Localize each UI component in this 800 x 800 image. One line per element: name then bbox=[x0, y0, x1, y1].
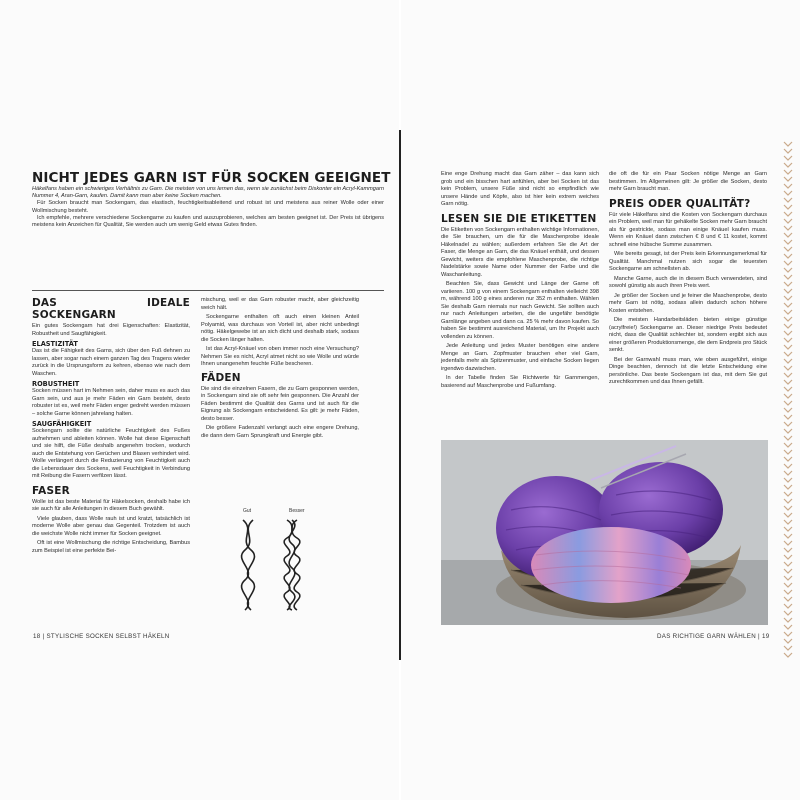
chevron-mark bbox=[784, 562, 792, 566]
chevron-mark bbox=[784, 156, 792, 160]
chevron-mark bbox=[784, 450, 792, 454]
paragraph: Je größer der Socken und je feiner die Maschenprobe, desto mehr Garn ist nötig, sodass allein dadurch schon höhere Kosten entstehen. bbox=[609, 292, 767, 314]
chevron-mark bbox=[784, 191, 792, 195]
chevron-mark bbox=[784, 212, 792, 216]
label-gut: Gut bbox=[243, 508, 252, 514]
paragraph: Wie bereits gesagt, ist der Preis kein Erkennungsmerkmal für Qualität. Manchmal nutzen sich sogar die teuersten Sockengarne am schnellsten ab. bbox=[609, 251, 767, 272]
chevron-mark bbox=[784, 555, 792, 559]
paragraph: Das ist die Fähigkeit des Garns, sich über den Fuß dehnen zu lassen, aber sogar nach einem ganzen Tag des Tragens wieder zurück in die Ursprungsform zu kehren, ebenso wie nach dem Waschen. bbox=[32, 348, 190, 377]
chevron-mark bbox=[784, 499, 792, 503]
heading-robustheit: ROBUSTHEIT bbox=[32, 380, 80, 388]
chevron-mark bbox=[784, 569, 792, 573]
right-column-2 bbox=[609, 171, 767, 389]
yarn-basket-photo bbox=[441, 440, 768, 625]
heading-faser: FASER bbox=[32, 484, 70, 497]
chevron-mark bbox=[784, 247, 792, 251]
chevron-mark bbox=[784, 338, 792, 342]
twist-diagram-icon bbox=[225, 516, 325, 626]
chevron-mark bbox=[784, 471, 792, 475]
paragraph: Viele glauben, dass Wolle rauh ist und kratzt, tatsächlich ist moderne Wolle aber genau das Gegenteil. Trotzdem ist auch die weichste Wolle nicht immer für Socken geeignet. bbox=[32, 515, 190, 537]
paragraph: Die meisten Handarbeitsläden bieten einige günstige (acrylfreie!) Sockengarne an. Dieser niedrige Preis bedeutet nicht, dass die Qualität schlechter ist, sondern ergibt sich aus einer größeren Produktionsmenge, die dem Endpreis pro Stück senkt. bbox=[609, 317, 767, 353]
left-column-1 bbox=[32, 297, 190, 557]
chevron-mark bbox=[784, 331, 792, 335]
chevron-mark bbox=[784, 303, 792, 307]
chevron-mark bbox=[784, 149, 792, 153]
chevron-mark bbox=[784, 534, 792, 538]
footer-separator: | bbox=[758, 633, 760, 640]
chevron-mark bbox=[784, 590, 792, 594]
heading-ideal-sockengarn: DAS IDEALE SOCKENGARN bbox=[32, 297, 190, 321]
paragraph: In der Tabelle finden Sie Richtwerte für Garnmengen, basierend auf Maschenprobe und Fußumfang. bbox=[441, 375, 599, 389]
heading-elastizitaet: ELASTIZITÄT bbox=[32, 340, 78, 348]
paragraph: Für viele Häkelfans sind die Kosten von Sockengarn durchaus ein Problem, weil man für gehäkelte Socken mehr Garn braucht als für gestrickte, sodass man einige Knäuel kaufen muss. Wenn ein Knäuel dann zwischen € 8 und € 11 kostet, kommt schnell eine hübsche Summe zusammen. bbox=[609, 211, 767, 248]
chevron-mark bbox=[784, 415, 792, 419]
chevron-mark bbox=[784, 408, 792, 412]
chevron-mark bbox=[784, 464, 792, 468]
chevron-mark bbox=[784, 170, 792, 174]
paragraph: Beachten Sie, dass Gewicht und Länge der Garne oft variieren. 100 g von einem Sockengarn enthalten vielleicht 398 m, während 100 g eines anderen nur 352 m enthalten. Wählen Sie deshalb Garn niemals nur nach Gewicht. Sie sollten auch nur nach Anleitungen arbeiten, die die ungefähr benötigte Garnlänge angeben und dann ca. 25 % mehr davon kaufen. So haben Sie bestimmt ausreichend Material, um Ihr Projekt auch vollenden zu können. bbox=[441, 281, 599, 340]
paragraph: Ist das Acryl-Knäuel von oben immer noch eine Versuchung? Nehmen Sie es nicht, Acryl atmet nicht so wie Wolle und würde Ihnen unangenehm feuchte Füße bescheren. bbox=[201, 346, 359, 367]
chevron-mark bbox=[784, 254, 792, 258]
chevron-mark bbox=[784, 457, 792, 461]
chevron-mark bbox=[784, 289, 792, 293]
chevron-mark bbox=[784, 268, 792, 272]
chevron-mark bbox=[784, 324, 792, 328]
paragraph: Socken müssen hart im Nehmen sein, daher muss es auch das Garn sein, und aus je mehr Fäden ein Garn besteht, desto robuster ist es, weil mehr Fäden enger gedreht werden müssen – solche Garne können jahrelang halten. bbox=[32, 388, 190, 417]
chevron-mark bbox=[784, 478, 792, 482]
paragraph: die oft die für ein Paar Socken nötige Menge an Garn bestimmen. Im Allgemeinen gilt: Je größer die Socken, desto mehr Garn braucht man. bbox=[609, 171, 767, 192]
paragraph: Sockengarn sollte die natürliche Feuchtigkeit des Fußes aufnehmen und ableiten können. Wolle hat diese Eigenschaft und sie hilft, die Füße deshalb angenehm trocken, wodurch auch die Entstehung von Gerüchen und Blasen verhindert wird. Wolle verlängert durch die Reduzierung von Feuchtigkeit auch die Lebensdauer des Sockens, weil Feuchtigkeit in Verbindung mit Reibung die Fasern verfilzen lässt. bbox=[32, 428, 190, 479]
chevron-mark bbox=[784, 345, 792, 349]
chevron-mark bbox=[784, 485, 792, 489]
chevron-mark bbox=[784, 422, 792, 426]
heading-preis-oder-qualitaet: PREIS ODER QUALITÄT? bbox=[609, 197, 751, 210]
chapter-title: DAS RICHTIGE GARN WÄHLEN bbox=[657, 633, 756, 640]
chevron-mark bbox=[784, 604, 792, 608]
paragraph: Jede Anleitung und jedes Muster benötigen eine andere Menge an Garn. Zopfmuster brauchen eher viel Garn, jedenfalls mehr als Spitzenmuster, und einfache Socken liegen irgendwo dazwischen. bbox=[441, 343, 599, 372]
chevron-mark bbox=[784, 366, 792, 370]
footer-separator: | bbox=[42, 633, 45, 640]
paragraph: mischung, weil er das Garn robuster macht, aber gleichzeitig weich hält. bbox=[201, 297, 359, 311]
chevron-mark bbox=[784, 219, 792, 223]
intro-lead: Häkelfans haben ein schwieriges Verhältnis zu Garn. Die meisten von uns lernen das, wenn sie zunächst beim Diskonter ein Acryl-Kammgarn Nummer 4, Aran-Garn, kaufen. Damit kann man aber keine Socken machen. bbox=[32, 186, 384, 200]
chevron-mark bbox=[784, 527, 792, 531]
heading-saugfaehigkeit: SAUGFÄHIGKEIT bbox=[32, 420, 92, 428]
chevron-mark bbox=[784, 436, 792, 440]
chevron-mark bbox=[784, 632, 792, 636]
chevron-mark bbox=[784, 611, 792, 615]
paragraph: Oft ist eine Wollmischung die richtige Entscheidung, Bambus zum Beispiel ist eine perfekte Bei- bbox=[32, 540, 190, 554]
chevron-mark bbox=[784, 352, 792, 356]
intro-paragraph: Für Socken braucht man Sockengarn, das elastisch, feuchtigkeitsableitend und robust ist und meistens aus reiner Wolle oder einer Wollmischung besteht. bbox=[32, 200, 384, 214]
paragraph: Die größere Fadenzahl verlangt auch eine engere Drehung, die dann dem Garn Sprungkraft und Energie gibt. bbox=[201, 425, 359, 439]
chevron-mark bbox=[784, 275, 792, 279]
page-gutter bbox=[399, 130, 401, 660]
chevron-mark bbox=[784, 177, 792, 181]
chevron-mark bbox=[784, 142, 792, 146]
paragraph: Manche Garne, auch die in diesem Buch verwendeten, sind sowohl günstig als auch ihren Preis wert. bbox=[609, 275, 767, 289]
chevron-border-icon bbox=[783, 140, 793, 660]
paragraph: Eine enge Drehung macht das Garn zäher – das kann sich grob und ein bisschen hart anfühlen, aber bei Socken ist das kein Problem, unsere Füße sind nicht so empfindlich wie unsere Hände und Köpfe, also ist hier kein extrem weiches Garn nötig. bbox=[441, 171, 599, 207]
chevron-mark bbox=[784, 205, 792, 209]
paragraph: Die sind die einzelnen Fasern, die zu Garn gesponnen werden, in Sockengarn sind sie oft sehr fein gesponnen. Die Anzahl der Fäden bestimmt die Qualität des Garns und ist auch für die Eignung als Sockengarn entscheidend. Es gilt: je mehr Fäden, desto besser. bbox=[201, 385, 359, 422]
chevron-mark bbox=[784, 163, 792, 167]
chevron-mark bbox=[784, 492, 792, 496]
chevron-mark bbox=[784, 310, 792, 314]
chevron-mark bbox=[784, 184, 792, 188]
chevron-mark bbox=[784, 520, 792, 524]
page-number: 19 bbox=[761, 633, 770, 640]
chevron-mark bbox=[784, 513, 792, 517]
chevron-mark bbox=[784, 506, 792, 510]
paragraph: Bei der Garnwahl muss man, wie oben ausgeführt, einige Dinge beachten, dennoch ist die letzte Entscheidung eine persönliche. Das beste Sockengarn ist das, mit dem Sie gut zurechtkommen und das Ihnen gefällt. bbox=[609, 356, 767, 385]
heading-faeden: FÄDEN bbox=[201, 371, 241, 384]
paragraph: Die Etiketten von Sockengarn enthalten wichtige Informationen, die Sie brauchen, um die für die Maschenprobe ideale Häkelnadel zu wählen; außerdem erfahren Sie die Art der Faser, die Menge an Garn, die das Knäuel enthält, und dessen Gewicht, weiters die empfohlene Maschenprobe, die richtige Nadelstärke sowie Name oder Nummer der Farbe und die Waschanleitung. bbox=[441, 226, 599, 278]
chevron-mark bbox=[784, 548, 792, 552]
chevron-mark bbox=[784, 240, 792, 244]
footer-right bbox=[657, 633, 769, 640]
right-page bbox=[401, 0, 800, 800]
left-column-2 bbox=[201, 297, 359, 442]
chevron-mark bbox=[784, 646, 792, 650]
chevron-mark bbox=[784, 198, 792, 202]
heading-etiketten: LESEN SIE DIE ETIKETTEN bbox=[441, 212, 597, 225]
chevron-mark bbox=[784, 282, 792, 286]
paragraph: Wolle ist das beste Material für Häkelsocken, deshalb habe ich sie auch für alle Anleitungen in diesem Buch gewählt. bbox=[32, 498, 190, 512]
chevron-mark bbox=[784, 394, 792, 398]
chevron-mark bbox=[784, 380, 792, 384]
chevron-mark bbox=[784, 639, 792, 643]
chevron-mark bbox=[784, 583, 792, 587]
book-title: STYLISCHE SOCKEN SELBST HÄKELN bbox=[46, 633, 170, 640]
chevron-mark bbox=[784, 226, 792, 230]
chevron-mark bbox=[784, 359, 792, 363]
chevron-mark bbox=[784, 597, 792, 601]
yarn-basket-image bbox=[441, 440, 768, 625]
footer-left bbox=[33, 633, 170, 640]
chevron-mark bbox=[784, 576, 792, 580]
chevron-mark bbox=[784, 541, 792, 545]
chevron-mark bbox=[784, 317, 792, 321]
chevron-mark bbox=[784, 233, 792, 237]
right-column-1 bbox=[441, 171, 599, 392]
section-divider bbox=[32, 290, 384, 291]
chevron-mark bbox=[784, 429, 792, 433]
page-title: NICHT JEDES GARN IST FÜR SOCKEN GEEIGNET bbox=[32, 170, 391, 186]
chevron-mark bbox=[784, 387, 792, 391]
chevron-mark bbox=[784, 373, 792, 377]
paragraph: Sockengarne enthalten oft auch einen kleinen Anteil Polyamid, was durchaus von Vorteil ist, aber nicht unbedingt nötig. Häkelgewebe ist an sich dicht und deshalb stark, sodass die Socken länger halten. bbox=[201, 314, 359, 343]
chevron-mark bbox=[784, 401, 792, 405]
chevron-mark bbox=[784, 625, 792, 629]
chevron-mark bbox=[784, 618, 792, 622]
page-number: 18 bbox=[33, 633, 41, 640]
label-besser: Besser bbox=[289, 508, 305, 514]
chevron-mark bbox=[784, 443, 792, 447]
ply-illustration bbox=[225, 508, 325, 618]
chevron-mark bbox=[784, 653, 792, 657]
paragraph: Ein gutes Sockengarn hat drei Eigenschaften: Elastizität, Robustheit und Saugfähigkeit. bbox=[32, 323, 190, 337]
chevron-mark bbox=[784, 261, 792, 265]
chevron-mark bbox=[784, 296, 792, 300]
intro-paragraph: Ich empfehle, mehrere verschiedene Sockengarne zu kaufen und auszuprobieren, welches am besten geeignet ist. Der Preis ist übrigens meistens kein Anzeichen für Qualität, Sie werden auch um wenig Geld etwas Gutes finden. bbox=[32, 214, 384, 229]
intro-text bbox=[32, 186, 384, 229]
